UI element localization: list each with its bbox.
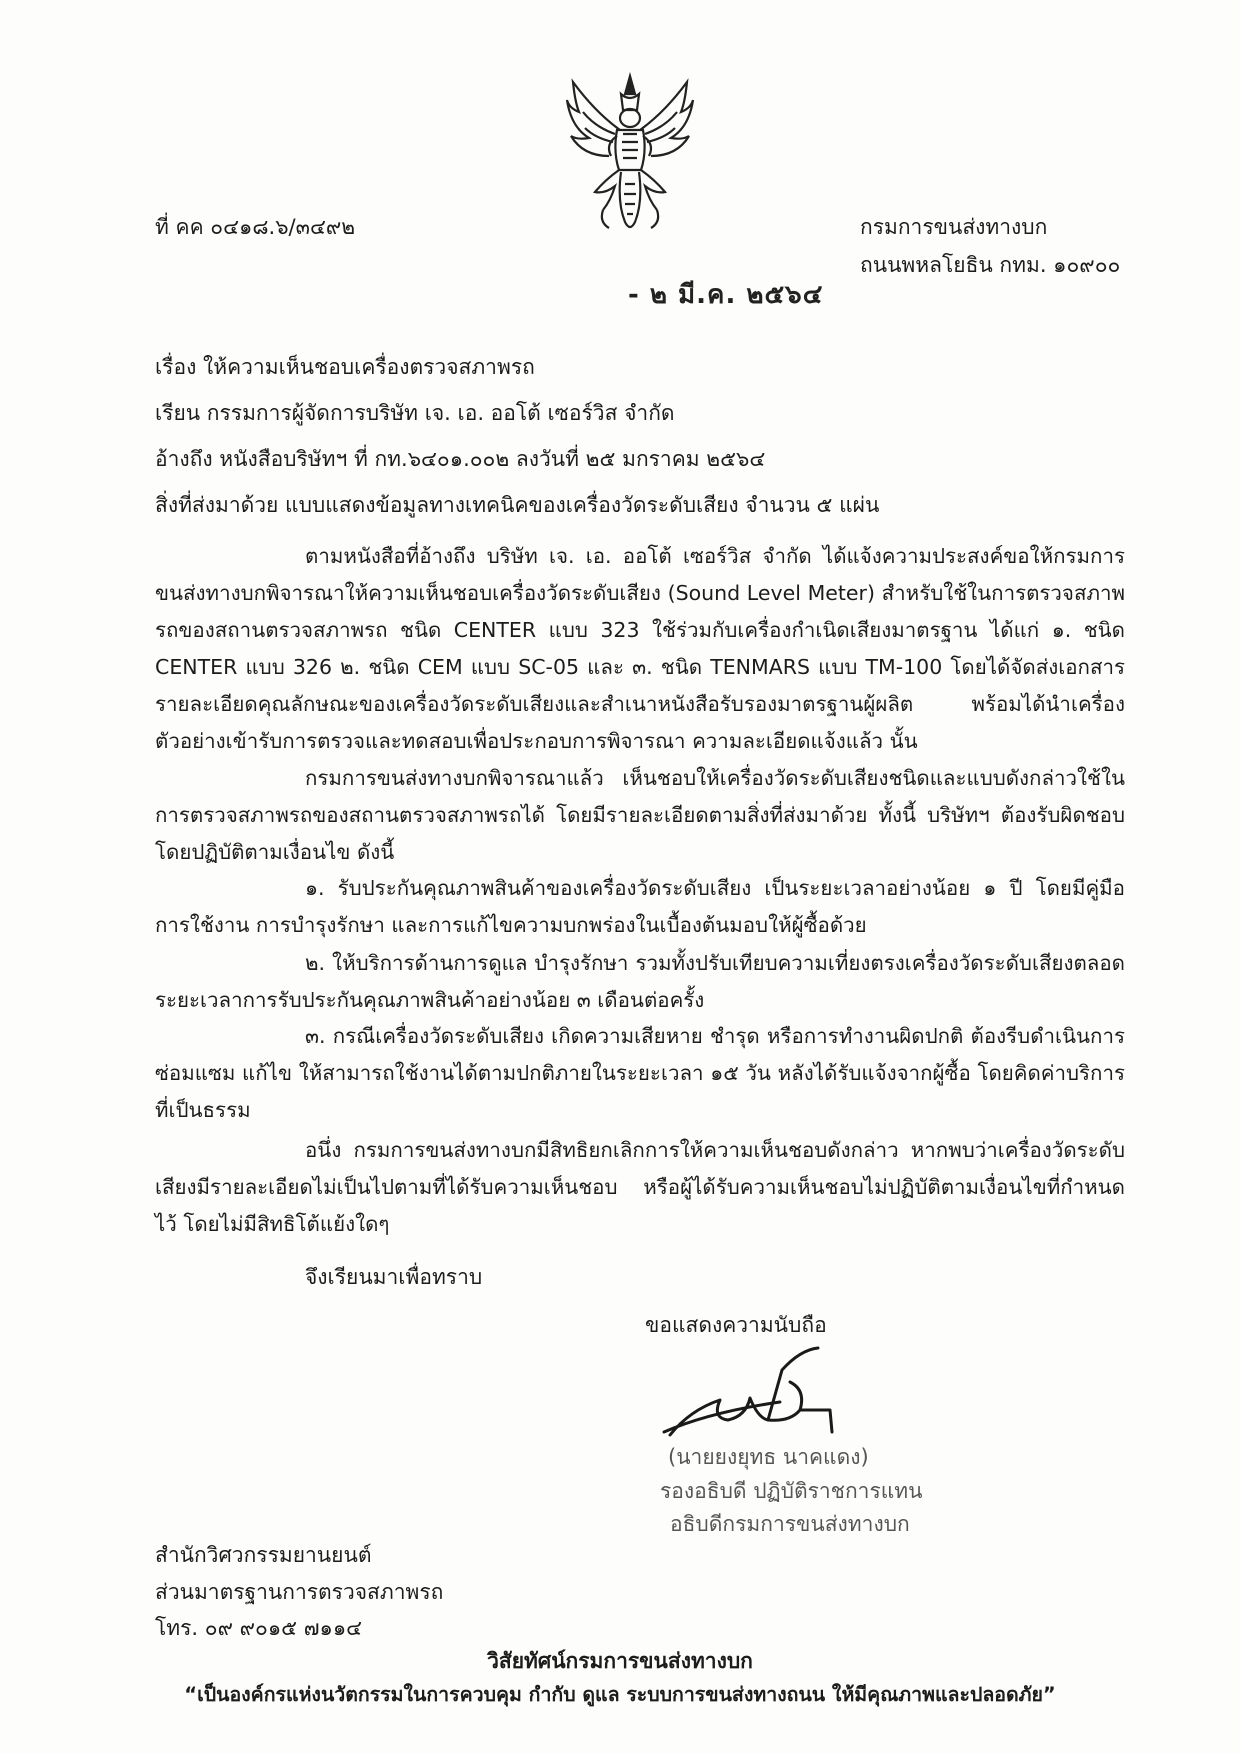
condition-3	[155, 1018, 1125, 1129]
condition-text: ๑. รับประกันคุณภาพสินค้าของเครื่องวัดระดับเสียง เป็นระยะเวลาอย่างน้อย ๑ ปี โดยมีคู่มือการใช้งาน การบำรุงรักษา และการแก้ไขความบกพร่องในเบื้องต้นมอบให้ผู้ซื้อด้วย	[155, 876, 1125, 937]
signatory-title: รองอธิบดี ปฏิบัติราชการแทน	[660, 1479, 923, 1503]
office-name: สำนักวิศวกรรมยานยนต์	[155, 1543, 372, 1567]
date-stamp: - ๒ มี.ค. ๒๕๖๔	[628, 280, 824, 310]
signatory-department: อธิบดีกรมการขนส่งทางบก	[670, 1512, 910, 1536]
reference-line: อ้างถึง หนังสือบริษัทฯ ที่ กท.๖๔๐๑.๐๐๒ ลงวันที่ ๒๕ มกราคม ๒๕๖๔	[155, 447, 766, 471]
enclosure-line: สิ่งที่ส่งมาด้วย แบบแสดงข้อมูลทางเทคนิคของเครื่องวัดระดับเสียง จำนวน ๕ แผ่น	[155, 493, 880, 517]
condition-text: ๓. กรณีเครื่องวัดระดับเสียง เกิดความเสียหาย ชำรุด หรือการทำงานผิดปกติ ต้องรีบดำเนินการซ่อมแซม แก้ไข ให้สามารถใช้งานได้ตามปกติภายในระยะเวลา ๑๕ วัน หลังได้รับแจ้งจากผู้ซื้อ โดยคิดค่าบริการที่เป็นธรรม	[155, 1024, 1125, 1122]
reference-number: ที่ คค ๐๔๑๘.๖/๓๔๙๒	[155, 215, 356, 239]
handwritten-signature	[650, 1340, 890, 1450]
regards-line: ขอแสดงความนับถือ	[645, 1313, 827, 1337]
closing-line: จึงเรียนมาเพื่อทราบ	[305, 1265, 483, 1289]
subject-line: เรื่อง ให้ความเห็นชอบเครื่องตรวจสภาพรถ	[155, 355, 535, 379]
paragraph-text: อนึ่ง กรมการขนส่งทางบกมีสิทธิยกเลิกการให้ความเห็นชอบดังกล่าว หากพบว่าเครื่องวัดระดับเสียงมีรายละเอียดไม่เป็นไปตามที่ได้รับความเห็นชอบ หรือผู้ได้รับความเห็นชอบไม่ปฏิบัติตามเงื่อนไขที่กำหนดไว้ โดยไม่มีสิทธิโต้แย้งใดๆ	[155, 1138, 1125, 1236]
addressee-line: เรียน กรรมการผู้จัดการบริษัท เจ. เอ. ออโต้ เซอร์วิส จำกัด	[155, 401, 675, 425]
phone-number: โทร. ๐๙ ๙๐๑๕ ๗๑๑๔	[155, 1616, 363, 1640]
condition-text: ๒. ให้บริการด้านการดูแล บำรุงรักษา รวมทั้งปรับเทียบความเที่ยงตรงเครื่องวัดระดับเสียงตลอดระยะเวลาการรับประกันคุณภาพสินค้าอย่างน้อย ๓ เดือนต่อครั้ง	[155, 951, 1125, 1012]
vision-statement: “เป็นองค์กรแห่งนวัตกรรมในการควบคุม กำกับ ดูแล ระบบการขนส่งทางถนน ให้มีคุณภาพและปลอดภัย”	[184, 1683, 1056, 1706]
signatory-name: (นายยงยุทธ นาคแดง)	[668, 1445, 869, 1469]
garuda-emblem-icon	[565, 72, 695, 237]
paragraph-text: กรมการขนส่งทางบกพิจารณาแล้ว เห็นชอบให้เครื่องวัดระดับเสียงชนิดและแบบดังกล่าวใช้ในการตรวจสภาพรถของสถานตรวจสภาพรถได้ โดยมีรายละเอียดตามสิ่งที่ส่งมาด้วย ทั้งนี้ บริษัทฯ ต้องรับผิดชอบโดยปฏิบัติตามเงื่อนไข ดังนี้	[155, 766, 1125, 864]
paragraph-text: ตามหนังสือที่อ้างถึง บริษัท เจ. เอ. ออโต้ เซอร์วิส จำกัด ได้แจ้งความประสงค์ขอให้กรมการขนส่งทางบกพิจารณาให้ความเห็นชอบเครื่องวัดระดับเสียง (Sound Level Meter) สำหรับใช้ในการตรวจสภาพรถของสถานตรวจสภาพรถ ชนิด CENTER แบบ 323 ใช้ร่วมกับเครื่องกำเนิดเสียงมาตรฐาน ได้แก่ ๑. ชนิด CENTER แบบ 326 ๒. ชนิด CEM แบบ SC-05 และ ๓. ชนิด TENMARS แบบ TM-100 โดยได้จัดส่งเอกสารรายละเอียดคุณลักษณะของเครื่องวัดระดับเสียงและสำเนาหนังสือรับรองมาตรฐานผู้ผลิต พร้อมได้นำเครื่องตัวอย่างเข้ารับการตรวจและทดสอบเพื่อประกอบการพิจารณา ความละเอียดแจ้งแล้ว นั้น	[155, 544, 1125, 753]
body-paragraph-2	[155, 760, 1125, 871]
condition-1	[155, 870, 1125, 944]
division-name: ส่วนมาตรฐานการตรวจสภาพรถ	[155, 1580, 444, 1604]
department-name: กรมการขนส่งทางบก	[860, 215, 1048, 239]
body-paragraph-1	[155, 538, 1125, 760]
department-address: ถนนพหลโยธิน กทม. ๑๐๙๐๐	[860, 253, 1121, 277]
body-paragraph-3	[155, 1132, 1125, 1243]
vision-title: วิสัยทัศน์กรมการขนส่งทางบก	[487, 1649, 753, 1673]
condition-2	[155, 945, 1125, 1019]
